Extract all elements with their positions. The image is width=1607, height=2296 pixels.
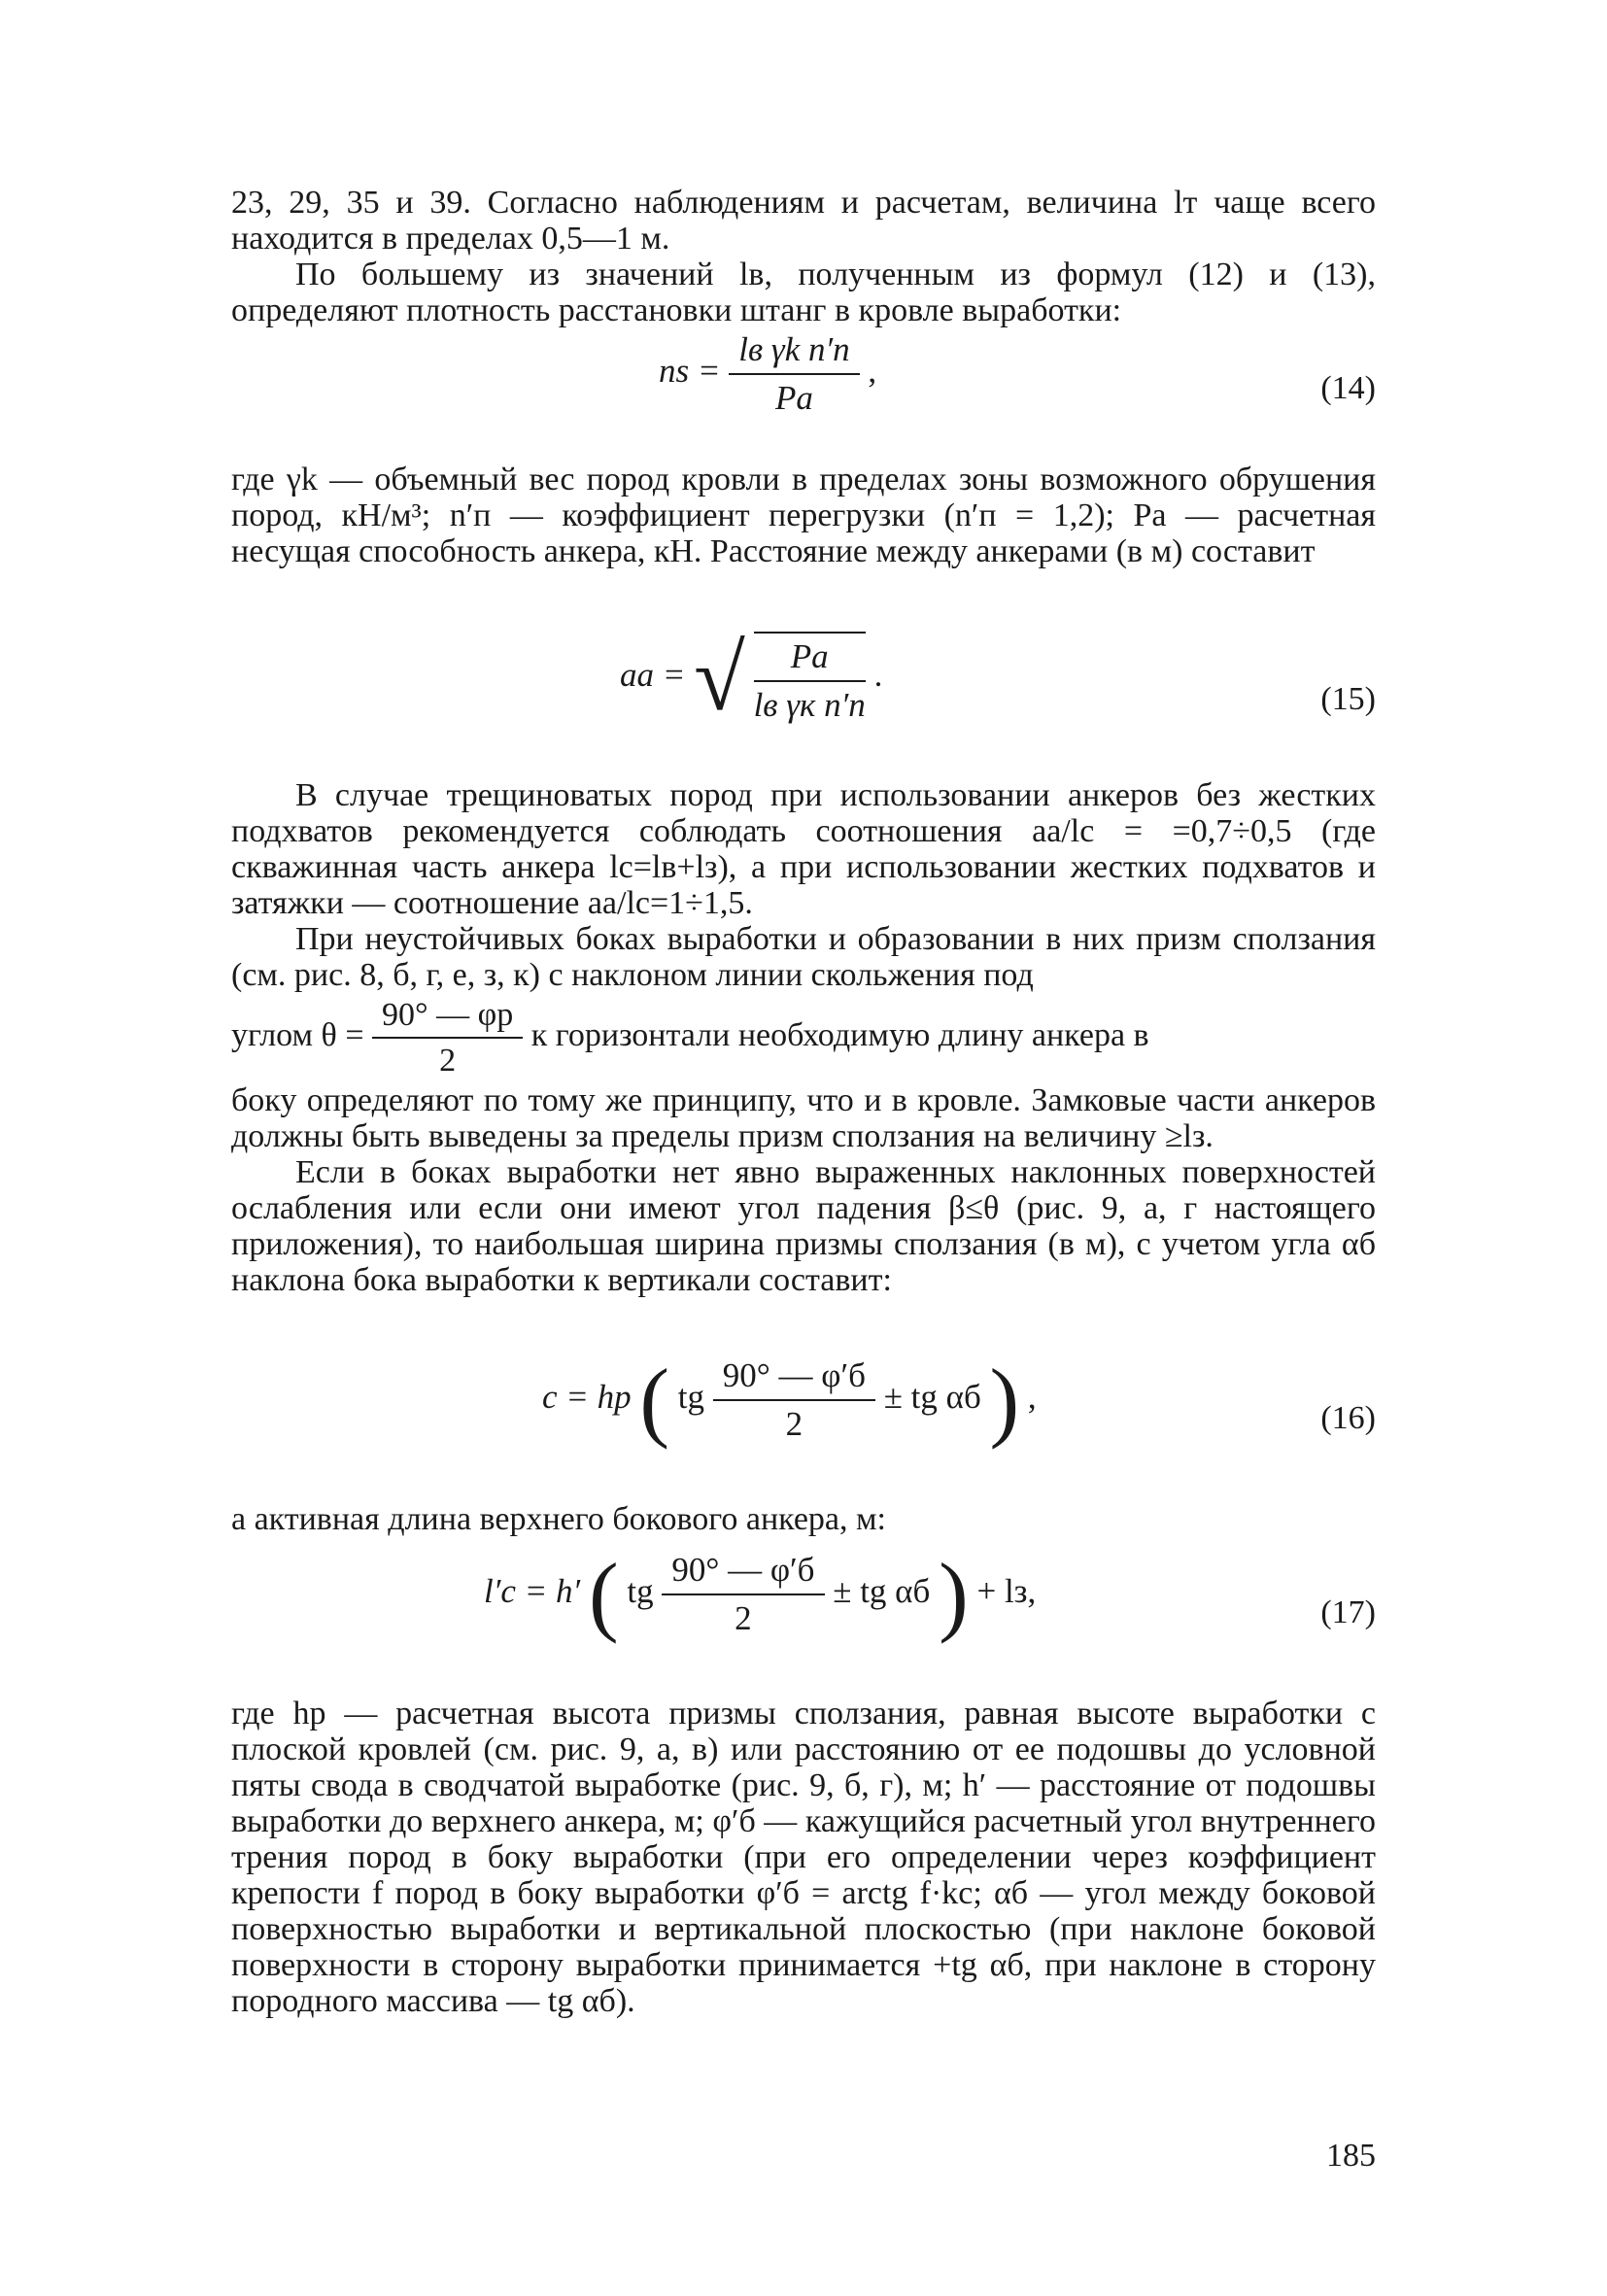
paragraph-4-text: В случае трещиноватых пород при использовании анкеров без жестких подхватов рекомендуется соблюдать соотношения aa/lc = =0,7÷0,5 (где скважинная часть анкера lc=lв+lз), а при использовании жестких подхватов и затяжки — соотношение aa/lc=1÷1,5. — [231, 777, 1376, 921]
angle-denominator: 2 — [439, 1043, 457, 1079]
equation-15-label: (15) — [1320, 681, 1376, 717]
equation-17-tail: + lз, — [976, 1572, 1037, 1611]
equation-14 — [231, 330, 1376, 447]
equation-14-lhs: ns = — [659, 352, 721, 391]
equation-17-tg: tg — [627, 1572, 654, 1611]
equation-16-denominator: 2 — [785, 1405, 804, 1443]
angle-numerator: 90° — φр — [372, 997, 523, 1039]
paragraph-8 — [231, 1696, 1376, 2019]
paragraph-7 — [231, 1501, 1376, 1537]
paragraph-5-text-c: боку определяют по тому же принципу, что и в кровле. Замковые части анкеров должны быть выведены за пределы призм сползания на величину ≥lз. — [231, 1082, 1376, 1154]
angle-fraction — [372, 997, 523, 1079]
paragraph-8-text: где hр — расчетная высота призмы сползания, равная высоте выработки с плоской кровлей (см. рис. 9, а, в) или расстоянию от ее подошвы до условной пяты свода в сводчатой выработке (рис. 9, б, г), м; h′ — расстояние от подошвы выработки до верхнего анкера, м; φ′б — кажущийся расчетный угол внутреннего трения пород в боку выработки (при его определении через коэффициент крепости f пород в боку выработки φ′б = arctg f·kс; αб — угол между боковой поверхностью выработки и вертикальной плоскостью (при наклоне боковой поверхности в сторону выработки принимается +tg αб, при наклоне в сторону породного массива — tg αб). — [231, 1696, 1376, 2019]
paragraph-7-text: а активная длина верхнего бокового анкера, м: — [231, 1501, 886, 1537]
paragraph-6-text: Если в боках выработки нет явно выраженных наклонных поверхностей ослабления или если они имеют угол падения β≤θ (рис. 9, а, г настоящего приложения), то наибольшая ширина призмы сползания (в м), с учетом угла αб наклона бока выработки к вертикали составит: — [231, 1154, 1376, 1298]
equation-15-numerator: Pa — [754, 637, 866, 682]
equation-17-denominator: 2 — [735, 1599, 752, 1637]
equation-14-label: (14) — [1320, 370, 1376, 406]
equation-17-lhs: l′c = h′ — [484, 1572, 581, 1611]
equation-16-rest: ± tg αб — [883, 1378, 981, 1417]
angle-tail: к горизонтали необходимую длину анкера в — [530, 1016, 1149, 1053]
equation-16-close-paren: ) — [989, 1351, 1020, 1450]
equation-14-comma: , — [868, 352, 877, 391]
paragraph-1-text: 23, 29, 35 и 39. Согласно наблюдениям и расчетам, величина lт чаще всего находится в пределах 0,5—1 м. — [231, 185, 1376, 257]
equation-16-fraction — [713, 1356, 875, 1444]
paragraph-3 — [231, 462, 1376, 569]
equation-15 — [231, 626, 1376, 758]
equation-15-period: . — [873, 656, 883, 695]
paragraph-5-angle-line — [231, 997, 1376, 1079]
equation-17-numerator: 90° — φ′б — [662, 1551, 824, 1595]
page-number: 185 — [1326, 2138, 1376, 2174]
paragraph-5-text-a: При неустойчивых боках выработки и образовании в них призм сползания (см. рис. 8, б, г, е, з, к) с наклоном линии скольжения под — [231, 921, 1376, 993]
equation-15-lhs: aa = — [620, 656, 686, 695]
equation-17 — [231, 1545, 1376, 1676]
angle-lead: углом θ = — [231, 1016, 364, 1053]
equation-17-open-paren: ( — [588, 1545, 619, 1644]
equation-16-label: (16) — [1320, 1400, 1376, 1436]
equation-16-tg: tg — [677, 1378, 705, 1417]
equation-16-open-paren: ( — [639, 1351, 670, 1450]
equation-15-fraction — [754, 632, 866, 725]
equation-16-comma: , — [1027, 1378, 1037, 1417]
equation-16-numerator: 90° — φ′б — [713, 1356, 875, 1401]
paragraph-3-text: где γk — объемный вес пород кровли в пределах зоны возможного обрушения пород, кН/м³; n′п — коэффициент перегрузки (n′п = 1,2); Pa — расчетная несущая способность анкера, кН. Расстояние между анкерами (в м) составит — [231, 462, 1376, 569]
equation-16 — [231, 1351, 1376, 1482]
equation-17-label: (17) — [1320, 1594, 1376, 1630]
equation-17-rest: ± tg αб — [833, 1572, 931, 1611]
equation-16-lhs: c = hр — [542, 1378, 632, 1417]
paragraph-1 — [231, 185, 1376, 328]
equation-15-radical: √ — [694, 626, 745, 730]
equation-17-fraction — [662, 1551, 824, 1638]
equation-14-denominator: Pa — [775, 379, 813, 417]
equation-15-denominator: lв γк n′п — [753, 686, 866, 724]
equation-17-close-paren: ) — [939, 1545, 969, 1644]
equation-14-fraction — [729, 330, 859, 418]
paragraph-2-text: По большему из значений lв, полученным из формул (12) и (13), определяют плотность расстановки штанг в кровле выработки: — [231, 257, 1376, 328]
equation-14-numerator: lв γk n′п — [729, 330, 859, 375]
paragraph-4 — [231, 777, 1376, 1298]
